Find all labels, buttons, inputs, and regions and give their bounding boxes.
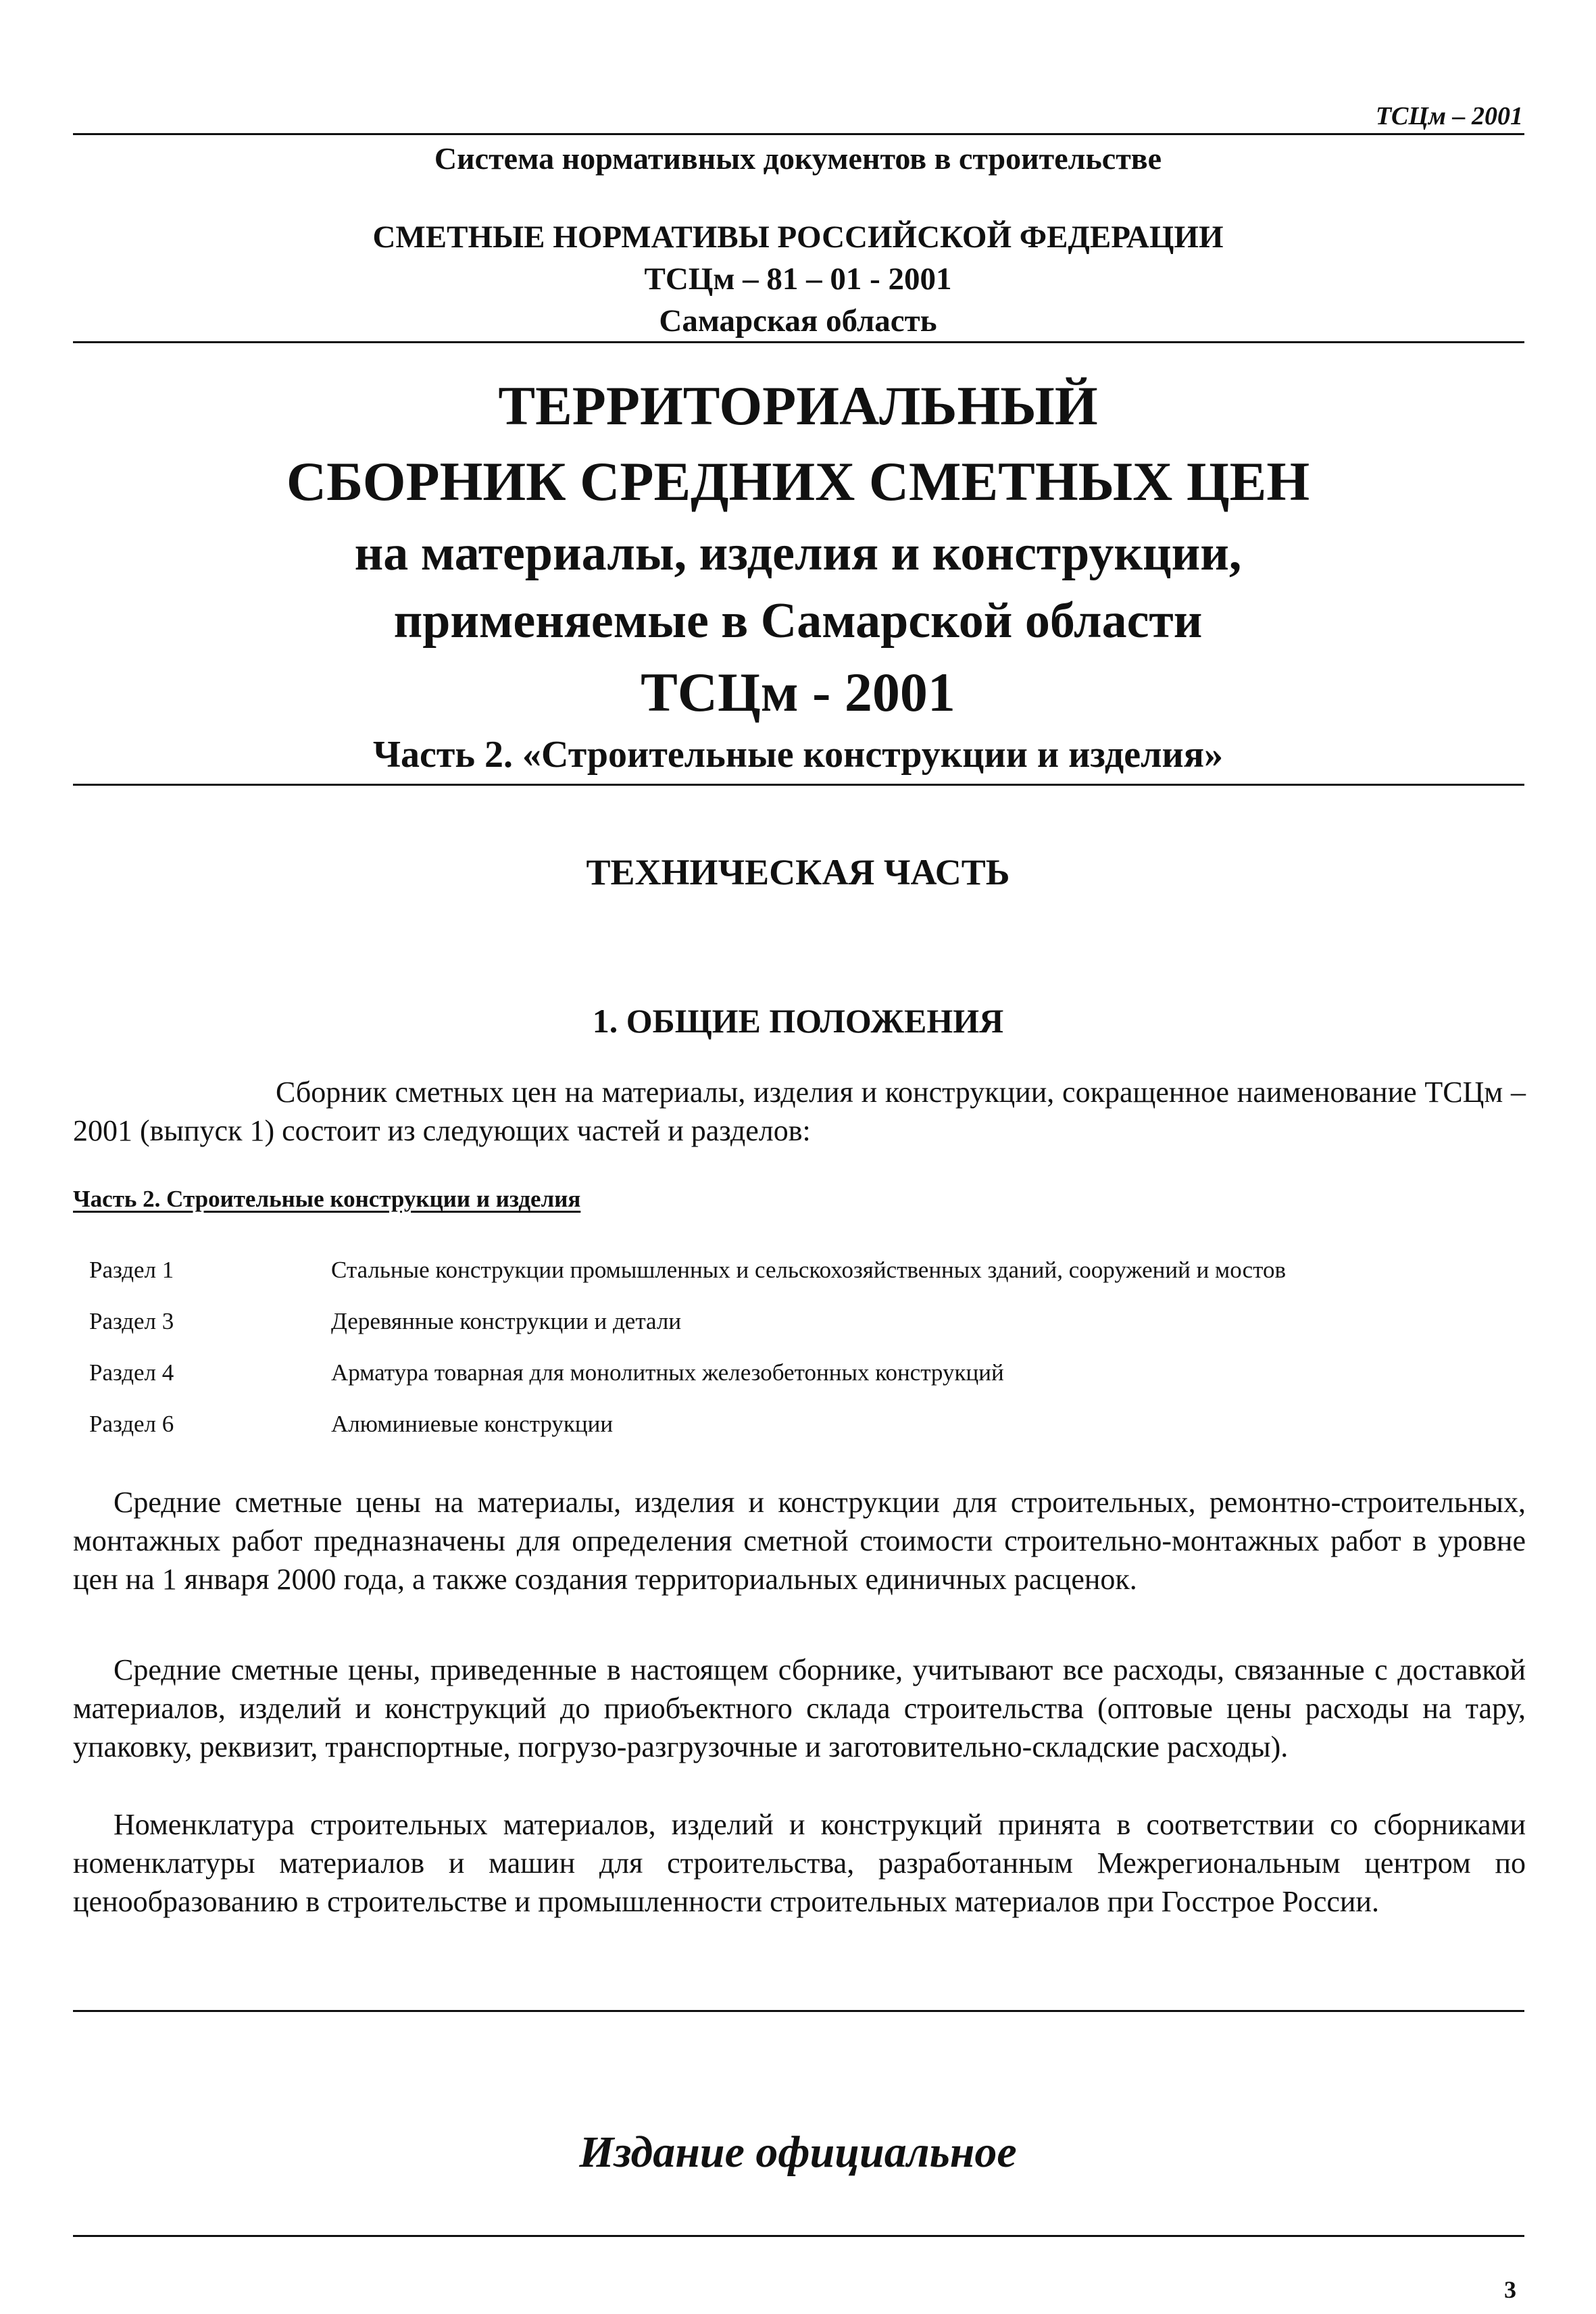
main-title-line-3: на материалы, изделия и конструкции, xyxy=(354,526,1242,581)
section-row xyxy=(89,1257,1542,1308)
technical-part-heading: ТЕХНИЧЕСКАЯ ЧАСТЬ xyxy=(586,852,1010,892)
section-row xyxy=(89,1308,1542,1359)
part-2-heading: Часть 2. Строительные конструкции и изделия xyxy=(73,1186,581,1212)
norms-line-2: ТСЦм – 81 – 01 - 2001 xyxy=(644,261,952,297)
section-title: Деревянные конструкции и детали xyxy=(331,1308,682,1334)
header-top-rule xyxy=(73,133,1524,135)
body-paragraph-1: Средние сметные цены на материалы, изделия и конструкции для строительных, ремонтно-строительных, монтажных работ предназначены для определения сметной стоимости строительно-монтажных работ в уровне цен на 1 января 2000 года, а также создания территориальных единичных расценок. xyxy=(73,1486,1526,1596)
system-title: Система нормативных документов в строительстве xyxy=(434,141,1162,176)
section-row xyxy=(89,1411,1542,1462)
section-row xyxy=(89,1359,1542,1411)
main-title-line-5: ТСЦм - 2001 xyxy=(641,661,955,723)
section-number: Раздел 3 xyxy=(89,1308,174,1334)
footer-bottom-rule xyxy=(73,2235,1524,2237)
main-title-line-1: ТЕРРИТОРИАЛЬНЫЙ xyxy=(498,375,1098,436)
norms-block xyxy=(0,216,1596,342)
section-title: Стальные конструкции промышленных и сельскохозяйственных зданий, сооружений и мостов xyxy=(331,1257,1286,1283)
main-title xyxy=(0,368,1596,730)
page-number: 3 xyxy=(1504,2276,1516,2303)
part-title-rule xyxy=(73,784,1524,786)
section-number: Раздел 1 xyxy=(89,1257,174,1283)
part-title: Часть 2. «Строительные конструкции и изделия» xyxy=(372,734,1224,776)
header-document-code: ТСЦм – 2001 xyxy=(1375,102,1523,130)
section-title: Арматура товарная для монолитных железобетонных конструкций xyxy=(331,1359,1004,1386)
body-paragraph-3: Номенклатура строительных материалов, изделий и конструкций принята в соответствии со сборниками номенклатуры материалов и машин для строительства, разработанным Межрегиональным центром по ценообразованию в строительстве и промышленности строительных материалов при Госстрое России. xyxy=(73,1808,1526,1918)
official-edition-label: Издание официальное xyxy=(579,2128,1017,2177)
footer-top-rule xyxy=(73,2010,1524,2012)
intro-paragraph: Сборник сметных цен на материалы, изделия и конструкции, сокращенное наименование ТСЦм –2001 (выпуск 1) состоит из следующих частей и разделов: xyxy=(73,1076,1526,1147)
header-bottom-rule xyxy=(73,341,1524,343)
main-title-line-4: применяемые в Самарской области xyxy=(393,593,1203,649)
body-paragraph-2: Средние сметные цены, приведенные в настоящем сборнике, учитывают все расходы, связанные с доставкой материалов, изделий и конструкций до приобъектного склада строительства (оптовые цены расходы на тару, упаковку, реквизит, транспортные, погрузо-разгрузочные и заготовительно-складские расходы). xyxy=(73,1653,1526,1763)
section-number: Раздел 4 xyxy=(89,1359,174,1386)
norms-line-1: СМЕТНЫЕ НОРМАТИВЫ РОССИЙСКОЙ ФЕДЕРАЦИИ xyxy=(372,220,1224,255)
section-title: Алюминиевые конструкции xyxy=(331,1411,614,1437)
norms-line-3: Самарская область xyxy=(659,303,937,338)
main-title-line-2: СБОРНИК СРЕДНИХ СМЕТНЫХ ЦЕН xyxy=(286,451,1310,512)
general-provisions-heading: 1. ОБЩИЕ ПОЛОЖЕНИЯ xyxy=(592,1002,1004,1040)
section-number: Раздел 6 xyxy=(89,1411,174,1437)
sections-list xyxy=(89,1257,1542,1462)
